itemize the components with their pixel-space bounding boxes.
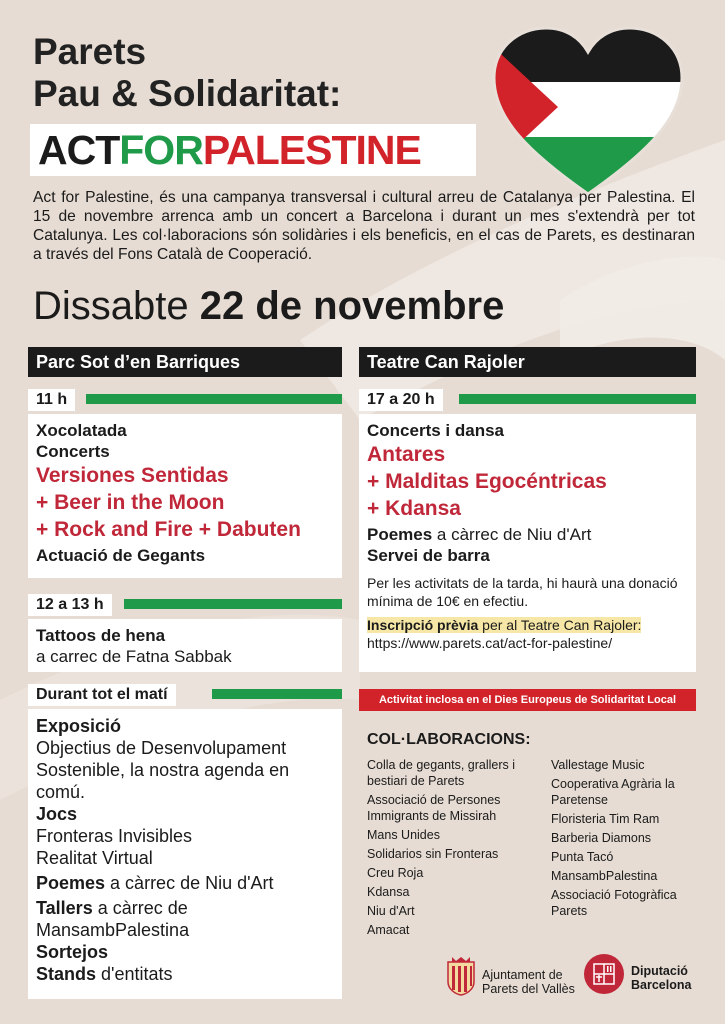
solidaritat-banner: Activitat inclosa en el Dies Europeus de Solidaritat Local [359, 689, 696, 711]
date-bold: 22 de novembre [199, 284, 505, 328]
diputacio-line-2: Barcelona [631, 978, 692, 992]
collab-item: Mans Unides [367, 828, 440, 842]
title-line-2: Pau & Solidaritat: [33, 73, 342, 114]
stands-rest: d'entitats [96, 964, 173, 984]
band-beer-in-the-moon: + Beer in the Moon [36, 491, 225, 514]
collab-item: Associació Fotogràfica Parets [551, 888, 677, 918]
time-label-11h: 11 h [28, 389, 75, 411]
for-word: FOR [119, 127, 203, 173]
act-word: ACT [38, 127, 120, 173]
sortejos: Sortejos [36, 942, 109, 962]
servei-barra: Servei de barra [367, 546, 490, 565]
concerts-dansa: Concerts i dansa [367, 421, 504, 440]
collab-column-2 [551, 757, 699, 922]
green-bar [459, 394, 696, 404]
venue-parc-sot: Parc Sot d’en Barriques [28, 347, 342, 377]
band-antares: Antares [367, 443, 446, 466]
green-bar [124, 599, 342, 609]
title-line-1: Parets [33, 31, 147, 72]
poemes-line-right [367, 524, 688, 545]
act-for-palestine-box [30, 124, 476, 176]
diputacio-logo-icon [583, 953, 625, 995]
poemes-rest: a càrrec de Niu d'Art [432, 525, 592, 544]
green-bar [86, 394, 342, 404]
poemes-rest: a càrrec de Niu d'Art [105, 873, 274, 893]
inscription-highlight [367, 617, 641, 633]
collab-item: MansambPalestina [551, 869, 658, 883]
ajuntament-line-1: Ajuntament de [482, 968, 563, 982]
xocolatada: Xocolatada [36, 421, 127, 440]
time-label-12h: 12 a 13 h [28, 594, 112, 616]
date-prefix: Dissabte [33, 284, 189, 328]
palestine-heart-flag-icon [488, 22, 688, 202]
band-kdansa: + Kdansa [367, 497, 461, 520]
band-rock-and-fire: + Rock and Fire + Dabuten [36, 518, 301, 541]
card-mati [28, 709, 342, 999]
time-row-mati [28, 684, 342, 702]
collab-item: Punta Tacó [551, 850, 614, 864]
inscription-bold: Inscripció prèvia [367, 617, 479, 633]
collab-item: Associació de Persones Immigrants de Missirah [367, 793, 501, 823]
jocs-item-2: Realitat Virtual [36, 848, 153, 868]
collab-item: Creu Roja [367, 866, 424, 880]
stands-line [36, 963, 334, 985]
collab-column-1 [367, 757, 535, 941]
tallers-rest: a càrrec de [92, 898, 188, 918]
collab-item: Barberia Diamons [551, 831, 652, 845]
collab-item: Niu d'Art [367, 904, 415, 918]
inscription-line [367, 616, 688, 634]
concerts-label: Concerts [36, 442, 110, 461]
green-bar [212, 689, 342, 699]
collab-item: Cooperativa Agrària la Paretense [551, 777, 675, 807]
collab-item: Vallestage Music [551, 758, 645, 772]
time-row-17h [359, 389, 696, 407]
event-date [33, 283, 504, 329]
intro-paragraph: Act for Palestine, és una campanya transversal i cultural arreu de Catalanya per Palestina. El 15 de novembre arrenca amb un concert a Barcelona i durant un mes s'extendrà per tot Catalunya. Les col·laboracions són solidàries i els beneficis, en el cas de Parets, es destinaran a través del Fons Català de Cooperació. [33, 189, 695, 263]
palestine-word: PALESTINE [202, 127, 421, 173]
collab-item: Colla de gegants, grallers i bestiari de Parets [367, 758, 515, 788]
tallers-line-2: MansambPalestina [36, 920, 190, 940]
ajuntament-line-2: Parets del Vallès [482, 982, 575, 996]
inscription-rest: per al Teatre Can Rajoler: [478, 617, 642, 633]
exposicio-title: Exposició [36, 716, 122, 736]
time-row-11h [28, 389, 342, 407]
collab-item: Kdansa [367, 885, 410, 899]
diputacio-line-1: Diputació [631, 964, 688, 978]
tallers-line [36, 897, 334, 919]
card-11h [28, 414, 342, 578]
collab-title: COL·LABORACIONS: [367, 731, 531, 748]
tattoos-hena: Tattoos de hena [36, 626, 166, 645]
jocs-title: Jocs [36, 804, 78, 824]
collab-item: Solidarios sin Fronteras [367, 847, 499, 861]
stands-bold: Stands [36, 964, 97, 984]
inscription-url[interactable]: https://www.parets.cat/act-for-palestine/ [367, 635, 613, 651]
time-label-17h: 17 a 20 h [359, 389, 443, 411]
poemes-bold: Poemes [36, 873, 106, 893]
band-malditas: + Malditas Egocéntricas [367, 470, 607, 493]
poemes-bold: Poemes [367, 525, 433, 544]
band-versiones-sentidas: Versiones Sentidas [36, 464, 229, 487]
card-12h [28, 619, 342, 672]
ajuntament-shield-icon [446, 956, 476, 996]
venue-teatre-can-rajoler: Teatre Can Rajoler [359, 347, 696, 377]
actuacio-gegants: Actuació de Gegants [36, 546, 206, 565]
collab-item: Floristeria Tim Ram [551, 812, 660, 826]
donation-note: Per les activitats de la tarda, hi haurà una donació mínima de 10€ en efectiu. [367, 575, 678, 609]
card-17h [359, 414, 696, 672]
act-for-palestine-title [38, 128, 421, 172]
jocs-item-1: Fronteras Invisibles [36, 826, 193, 846]
poemes-line [36, 872, 334, 894]
time-row-12h [28, 594, 342, 612]
exposicio-text: Objectius de Desenvolupament Sostenible, la nostra agenda en comú. [36, 738, 290, 802]
collab-item: Amacat [367, 923, 410, 937]
tallers-bold: Tallers [36, 898, 93, 918]
tattoos-artist: a carrec de Fatna Sabbak [36, 647, 232, 666]
time-label-mati: Durant tot el matí [28, 684, 176, 706]
